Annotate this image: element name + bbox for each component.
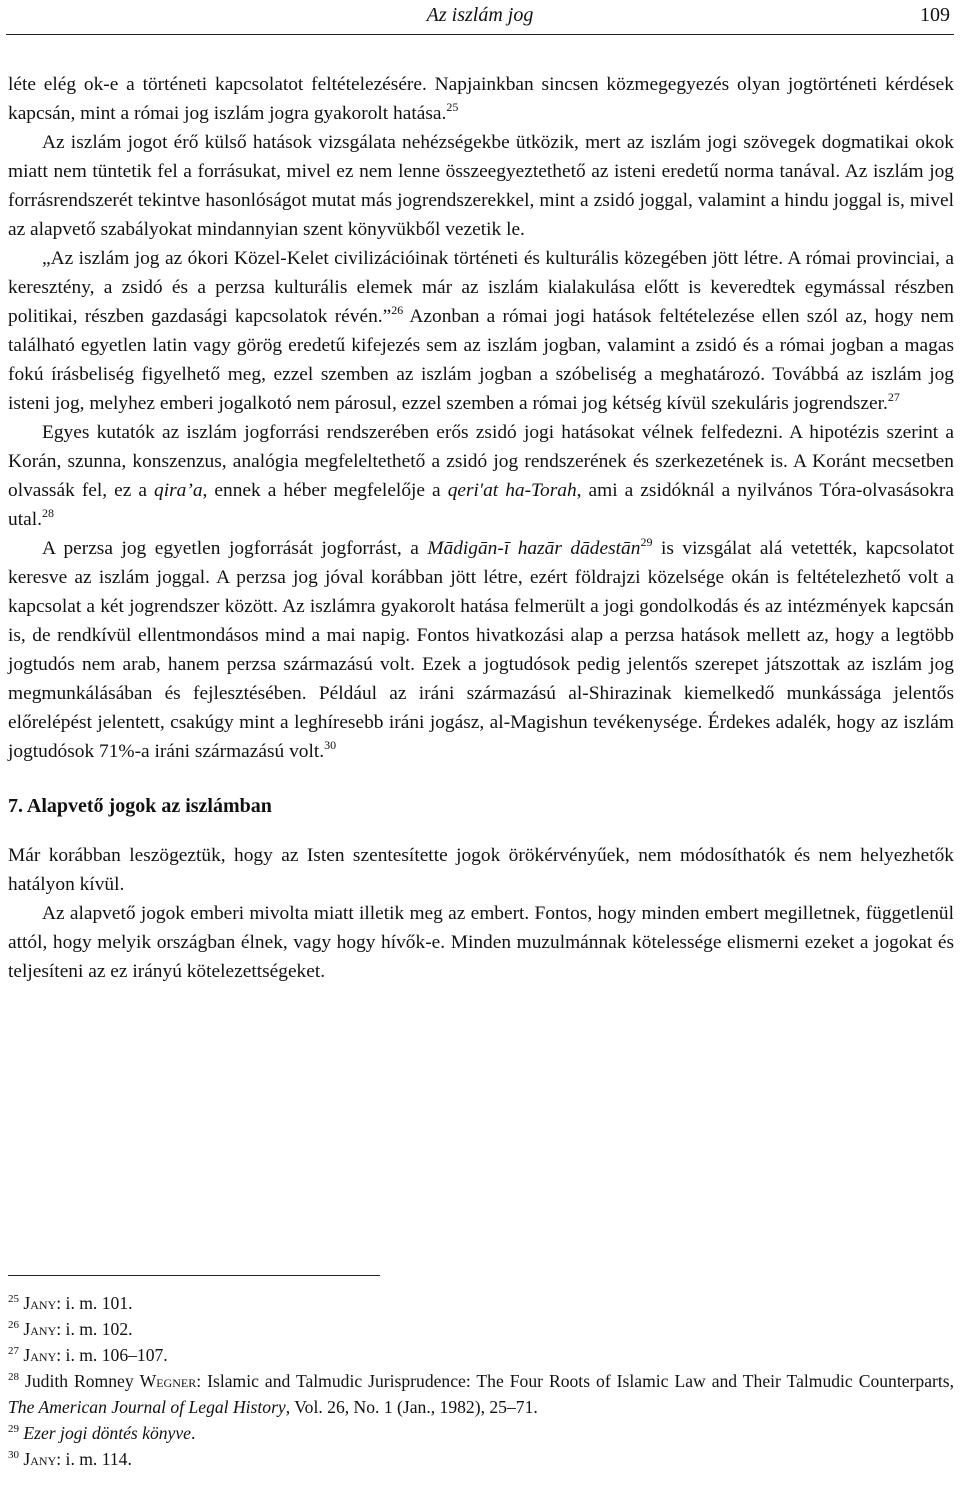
paragraph-1-text: léte elég ok-e a történeti kapcsolatot feltételezésére. Napjainkban sincsen közmegegyezés olyan jogtörténeti kérdések kapcsán, mint a római jog iszlám jogra gyakorolt hatása. (8, 74, 954, 124)
footnote-number: 25 (8, 1293, 19, 1305)
footnote-author-first: Judith Romney (25, 1371, 140, 1391)
paragraph-1 (8, 70, 954, 128)
footnote-journal: The American Journal of Legal History (8, 1397, 286, 1417)
footnote-number: 26 (8, 1319, 19, 1331)
footnote-text: : i. m. 102. (56, 1319, 133, 1339)
footnote-number: 30 (8, 1449, 19, 1461)
paragraph-4-text-a: Egyes kutatók az iszlám jogforrási rendszerében erős zsidó jogi hatásokat vélnek felfedezni. A hipotézis szerint a Korán, szunna, konszenzus, analógia megfeleltethető a zsidó jog rendszerének és szerkezetének is. A Koránt mecsetben olvassák fel, ez a (8, 422, 954, 501)
footnote-title: : Islamic and Talmudic Jurisprudence: The Four Roots of Islamic Law and Their Talmudic Counterparts, (196, 1371, 955, 1391)
term-qeriat-ha-torah: qeri'at ha-Torah (447, 480, 577, 501)
footnote-29 (8, 1420, 954, 1446)
footnote-book-title: Ezer jogi döntés könyve (23, 1423, 191, 1443)
term-qiraa: qira’a (154, 480, 203, 501)
footnote-26 (8, 1316, 954, 1342)
footnote-ref-29[interactable]: 29 (640, 535, 653, 549)
footnote-author: Jany (23, 1345, 57, 1365)
running-title: Az iszlám jog (426, 4, 534, 26)
footnote-text: , Vol. 26, No. 1 (Jan., 1982), 25–71. (285, 1397, 538, 1417)
section-heading: 7. Alapvető jogok az iszlámban (8, 795, 272, 817)
footnote-27 (8, 1342, 954, 1368)
footnote-author: Jany (23, 1293, 57, 1313)
footnote-author: Jany (23, 1319, 57, 1339)
paragraph-3-text: Azonban a római jogi hatások feltételezése ellen szól az, hogy nem található egyetlen latin vagy görög eredetű kifejezés sem az iszlám jogban, valamint a zsidó és a római jogban a magas fokú írásbeliség figyelhető meg, ezzel szemben az iszlám jogban a szóbeliség a meghatározó. Továbbá az iszlám jog isteni jog, melyhez emberi jogalkotó nem párosul, ezzel szemben a római jog kétség kívül szekuláris jogrendszer. (8, 306, 954, 414)
footnote-number: 29 (8, 1423, 19, 1435)
paragraph-5-text-a: A perzsa jog egyetlen jogforrását jogforrást, a (42, 538, 428, 559)
paragraph-3 (8, 244, 954, 418)
page-header (6, 0, 954, 35)
footnote-text: : i. m. 114. (56, 1449, 132, 1469)
page-number: 109 (920, 4, 950, 26)
footnote-ref-28[interactable]: 28 (41, 506, 54, 520)
paragraph-6: Már korábban leszögeztük, hogy az Isten szentesítette jogok örökérvényűek, nem módosíthatók és nem helyezhetők hatályon kívül. (8, 845, 954, 895)
footnotes (8, 1290, 954, 1472)
paragraph-2: Az iszlám jogot érő külső hatások vizsgálata nehézségekbe ütközik, mert az iszlám jogi szövegek dogmatikai okok miatt nem tüntetik fel a forrásukat, mivel ez nem lenne összeegyeztethető az isteni eredetű norma tanával. Az iszlám jog forrásrendszerét tekintve hasonlóságot mutat más jogrendszerekkel, mint a zsidó joggal, valamint a hindu joggal is, mivel az alapvető szabályokat mindannyian szent könyvükből vezetik le. (8, 132, 954, 240)
footnote-number: 27 (8, 1345, 19, 1357)
body-text (8, 70, 954, 986)
footnote-number: 28 (8, 1371, 19, 1383)
footnote-28 (8, 1368, 954, 1420)
paragraph-7: Az alapvető jogok emberi mivolta miatt illetik meg az embert. Fontos, hogy minden embert megilletnek, függetlenül attól, hogy melyik országban élnek, vagy hogy hívők-e. Minden muzulmánnak kötelessége elismerni ezeket a jogokat és teljesíteni az ez irányú kötelezettségeket. (8, 903, 954, 982)
footnote-30 (8, 1446, 954, 1472)
paragraph-5-text-b: is vizsgálat alá vetették, kapcsolatot keresve az iszlám joggal. A perzsa jog jóval korábban jött létre, ezért földrajzi közelsége okán is feltételezhető volt a kapcsolat a két jogrendszer között. Az iszlámra gyakorolt hatása felmerült a jogi gondolkodás és az intézmények kapcsán is, de rendkívül ellentmondásos mind a mai napig. Fontos hivatkozási alap a perzsa hatások mellett az, hogy a legtöbb jogtudós nem arab, hanem perzsa származású volt. Ezek a jogtudósok pedig jelentős szerepet játszottak az iszlám jog megmunkálásában és fejlesztésében. Például az iráni származású al-Shirazinak kiemelkedő munkássága jelentős előrelépést jelentett, csakúgy mint a leghíresebb iráni jogász, al-Magishun tevékenysége. Érdekes adalék, hogy az iszlám jogtudósok 71%-a iráni származású volt. (8, 538, 954, 762)
footnote-ref-30[interactable]: 30 (324, 738, 337, 752)
footnote-text: . (191, 1423, 196, 1443)
paragraph-4 (8, 418, 954, 534)
footnote-author: Jany (23, 1449, 57, 1469)
paragraph-3-quote: „Az iszlám jog az ókori Közel-Kelet civilizációinak történeti és kulturális közegében jött létre. A római provinciai, a keresztény, a zsidó és a perzsa kulturális elemek már az iszlám kialakulása előtt is keveredtek egymással részben politikai, részben gazdasági kapcsolatok révén.” (8, 248, 954, 327)
footnote-25 (8, 1290, 954, 1316)
footnote-ref-27[interactable]: 27 (887, 390, 900, 404)
footnote-text: : i. m. 101. (56, 1293, 133, 1313)
footnote-divider (8, 1275, 380, 1276)
paragraph-5 (8, 534, 954, 766)
footnote-author: Wegner (139, 1371, 197, 1391)
footnote-ref-26[interactable]: 26 (391, 303, 404, 317)
footnote-ref-25[interactable]: 25 (446, 100, 459, 114)
paragraph-4-text-c: , ami a zsidóknál a nyilvános Tóra-olvasásokra utal. (8, 480, 954, 530)
footnote-text: : i. m. 106–107. (56, 1345, 168, 1365)
book-title: Mādigān-ī hazār dādestān (427, 538, 641, 559)
paragraph-4-text-b: , ennek a héber megfelelője a (202, 480, 448, 501)
